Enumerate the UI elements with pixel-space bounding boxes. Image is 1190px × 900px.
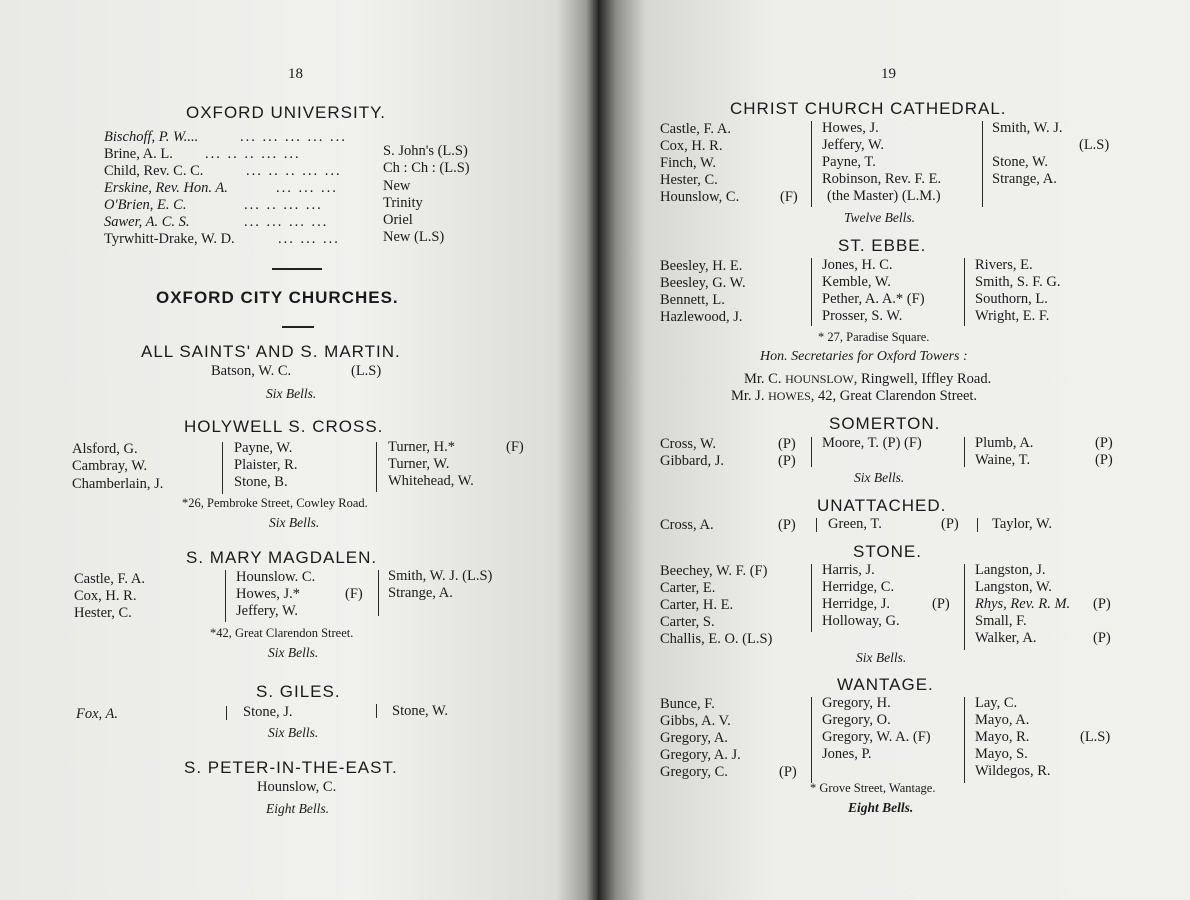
section-title-oxford-university: OXFORD UNIVERSITY. [186,103,386,122]
list-item-name: Brine, A. L. [104,146,173,162]
ringer-name: Holloway, G. [822,613,900,629]
secretaries-heading: Hon. Secretaries for Oxford Towers : [760,349,968,364]
ringer-tag: (L.S) [1079,137,1110,153]
column-divider [964,437,965,467]
ringer-name: Beechey, W. F. (F) [660,563,768,579]
leader-dots: ... ... ... [276,180,338,196]
ringer-name: Payne, W. [234,440,293,456]
column-divider [225,570,226,622]
ringer-name: Herridge, C. [822,579,895,595]
ringer-name: Payne, T. [822,154,876,170]
ringer-tag: (P) [778,517,796,533]
footnote: *42, Great Clarendon Street. [210,626,354,640]
secretary-line [731,388,977,406]
column-divider [964,697,965,783]
ringer-name: Cox, H. R. [74,588,137,604]
ringer-name: Waine, T. [975,452,1031,468]
ringer-name: Gibbs, A. V. [660,713,731,729]
ringer-name: Gregory, W. A. (F) [822,729,931,745]
secretary-prefix: Mr. J. [731,388,765,404]
footnote: *26, Pembroke Street, Cowley Road. [182,496,368,510]
ringer-name: Challis, E. O. (L.S) [660,631,773,647]
ringer-name: Smith, W. J. (L.S) [388,568,493,584]
ringer-name: Hounslow. C. [236,569,316,585]
leader-dots: ... ... ... [278,231,340,247]
ringer-name: Cambray, W. [72,458,148,474]
ringer-name: Alsford, G. [72,441,138,457]
ringer-name: Chamberlain, J. [72,476,164,492]
ringer-tag: (F) [345,586,363,602]
leader-dots: ... .. .. ... ... [205,146,301,162]
secretary-address: , Ringwell, Iffley Road. [853,371,992,387]
list-item-name: Erskine, Rev. Hon. A. [104,180,228,196]
list-item-college: Trinity [383,195,423,211]
ringer-name: Turner, H.* [388,439,455,455]
church-title: CHRIST CHURCH CATHEDRAL. [730,99,1007,118]
ringer-name: Beesley, G. W. [660,275,746,291]
ringer-name: Wright, E. F. [975,308,1050,324]
ringer-name: Cox, H. R. [660,138,723,154]
church-title: SOMERTON. [829,414,941,433]
bells-count: Six Bells. [269,515,320,530]
ringer-name: Beesley, H. E. [660,258,743,274]
list-item-name: Child, Rev. C. C. [104,163,204,179]
column-divider [982,121,983,207]
section-title-city-churches: OXFORD CITY CHURCHES. [156,288,399,307]
ringer-name: Stone, J. [243,704,293,720]
ringer-name: Walker, A. [975,630,1037,646]
divider [282,326,314,328]
footnote: * Grove Street, Wantage. [810,781,936,795]
church-title: S. MARY MAGDALEN. [186,548,378,567]
ringer-tag: (P) [778,436,796,452]
column-divider [376,442,377,492]
ringer-name: Hester, C. [660,172,718,188]
ringer-name: Batson, W. C. [211,363,292,379]
list-item-college: Ch : Ch : (L.S) [383,160,470,176]
ringer-name: Hounslow, C. [660,189,740,205]
ringer-name: Castle, F. A. [74,571,145,587]
ringer-name: Rivers, E. [975,257,1033,273]
ringer-name: Herridge, J. [822,596,891,612]
church-title: UNATTACHED. [817,496,947,515]
ringer-name: Kemble, W. [822,274,891,290]
ringer-name: Hester, C. [74,605,132,621]
church-title: ST. EBBE. [838,236,927,255]
ringer-name: Rhys, Rev. R. M. [975,596,1071,612]
right-page [598,0,1190,900]
ringer-name: Cross, W. [660,436,717,452]
footnote: * 27, Paradise Square. [818,330,930,344]
list-item-name: Tyrwhitt-Drake, W. D. [104,231,235,247]
list-item-college: S. John's (L.S) [383,143,468,159]
ringer-tag: (P) [778,453,796,469]
ringer-name: Strange, A. [388,585,453,601]
ringer-tag: (L.S) [351,363,382,379]
ringer-name: Whitehead, W. [388,473,474,489]
ringer-name: Stone, B. [234,474,288,490]
ringer-name: Fox, A. [76,706,119,722]
ringer-name: Castle, F. A. [660,121,731,137]
bells-count: Six Bells. [268,725,319,740]
list-item-name: Sawer, A. C. S. [104,214,190,230]
secretary-prefix: Mr. C. [744,371,782,387]
column-divider [226,706,227,720]
ringer-name: Green, T. [828,516,882,532]
list-item-name: Bischoff, P. W.... [104,129,199,145]
church-title: WANTAGE. [837,675,934,694]
ringer-tag: (P) [1095,452,1113,468]
ringer-name: Mayo, A. [975,712,1030,728]
leader-dots: ... ... ... ... [244,214,329,230]
ringer-name: Hazlewood, J. [660,309,743,325]
column-divider [811,258,812,326]
page-number: 18 [288,66,303,82]
ringer-name: Smith, S. F. G. [975,274,1061,290]
ringer-name: Mayo, S. [975,746,1028,762]
ringer-name: Langston, W. [975,579,1052,595]
church-title: S. PETER-IN-THE-EAST. [184,758,398,777]
ringer-name: (the Master) (L.M.) [827,188,941,204]
ringer-name: Gregory, O. [822,712,891,728]
ringer-tag: (F) [780,189,798,205]
ringer-name: Langston, J. [975,562,1046,578]
ringer-name: Small, F. [975,613,1027,629]
list-item-college: New [383,178,411,194]
secretary-address: , 42, Great Clarendon Street. [810,388,978,404]
column-divider [811,121,812,207]
ringer-name: Smith, W. J. [992,120,1063,136]
column-divider [964,564,965,650]
church-title: S. GILES. [256,682,341,701]
ringer-tag: (P) [1093,630,1111,646]
ringer-name: Hounslow, C. [257,779,337,795]
page-number: 19 [881,66,896,82]
list-item-college: New (L.S) [383,229,445,245]
column-divider [816,518,817,532]
ringer-tag: (P) [1095,435,1113,451]
bells-count: Six Bells. [268,645,319,660]
list-item-name: O'Brien, E. C. [104,197,187,213]
column-divider [378,570,379,616]
ringer-name: Bunce, F. [660,696,715,712]
ringer-name: Jeffery, W. [822,137,885,153]
column-divider [376,704,377,718]
church-title: STONE. [853,542,922,561]
leader-dots: ... ... ... ... ... [240,129,347,145]
ringer-name: Cross, A. [660,517,714,533]
column-divider [977,518,978,532]
ringer-name: Jones, H. C. [822,257,893,273]
ringer-name: Carter, H. E. [660,597,734,613]
ringer-name: Carter, S. [660,614,715,630]
ringer-name: Jones, P. [822,746,872,762]
ringer-name: Bennett, L. [660,292,725,308]
ringer-name: Carter, E. [660,580,716,596]
ringer-tag: (P) [941,516,959,532]
ringer-name: Turner, W. [388,456,450,472]
ringer-name: Stone, W. [992,154,1048,170]
column-divider [811,697,812,783]
ringer-name: Wildegos, R. [975,763,1051,779]
ringer-name: Moore, T. (P) (F) [822,435,922,451]
divider [272,268,322,270]
secretary-surname: HOUNSLOW [785,372,854,386]
ringer-name: Plumb, A. [975,435,1034,451]
column-divider [222,442,223,494]
ringer-name: Stone, W. [392,703,448,719]
ringer-tag: (L.S) [1080,729,1111,745]
bells-count: Eight Bells. [848,800,914,815]
bells-count: Eight Bells. [266,801,329,816]
church-title: ALL SAINTS' AND S. MARTIN. [141,342,401,361]
ringer-name: Taylor, W. [992,516,1053,532]
ringer-name: Harris, J. [822,562,875,578]
secretary-surname: HOWES [768,389,811,403]
ringer-name: Gregory, C. [660,764,728,780]
ringer-name: Gregory, H. [822,695,891,711]
ringer-name: Strange, A. [992,171,1057,187]
ringer-name: Prosser, S. W. [822,308,903,324]
ringer-name: Howes, J.* [236,586,301,602]
ringer-tag: (F) [506,439,524,455]
ringer-tag: (P) [779,764,797,780]
leader-dots: ... .. ... ... [244,197,323,213]
ringer-name: Jeffery, W. [236,603,299,619]
secretary-line [744,371,991,389]
church-title: HOLYWELL S. CROSS. [184,417,384,436]
bells-count: Twelve Bells. [844,210,915,225]
ringer-name: Gibbard, J. [660,453,725,469]
ringer-name: Plaister, R. [234,457,298,473]
ringer-name: Pether, A. A.* (F) [822,291,925,307]
ringer-name: Mayo, R. [975,729,1030,745]
column-divider [811,564,812,632]
bells-count: Six Bells. [854,470,905,485]
ringer-name: Southorn, L. [975,291,1048,307]
ringer-name: Finch, W. [660,155,716,171]
bells-count: Six Bells. [856,650,907,665]
ringer-name: Howes, J. [822,120,879,136]
column-divider [811,437,812,467]
leader-dots: ... .. .. ... ... [246,163,342,179]
bells-count: Six Bells. [266,386,317,401]
column-divider [964,258,965,326]
ringer-tag: (P) [932,596,950,612]
ringer-name: Gregory, A. J. [660,747,741,763]
ringer-tag: (P) [1093,596,1111,612]
ringer-name: Gregory, A. [660,730,728,746]
ringer-name: Lay, C. [975,695,1018,711]
list-item-college: Oriel [383,212,413,228]
ringer-name: Robinson, Rev. F. E. [822,171,942,187]
